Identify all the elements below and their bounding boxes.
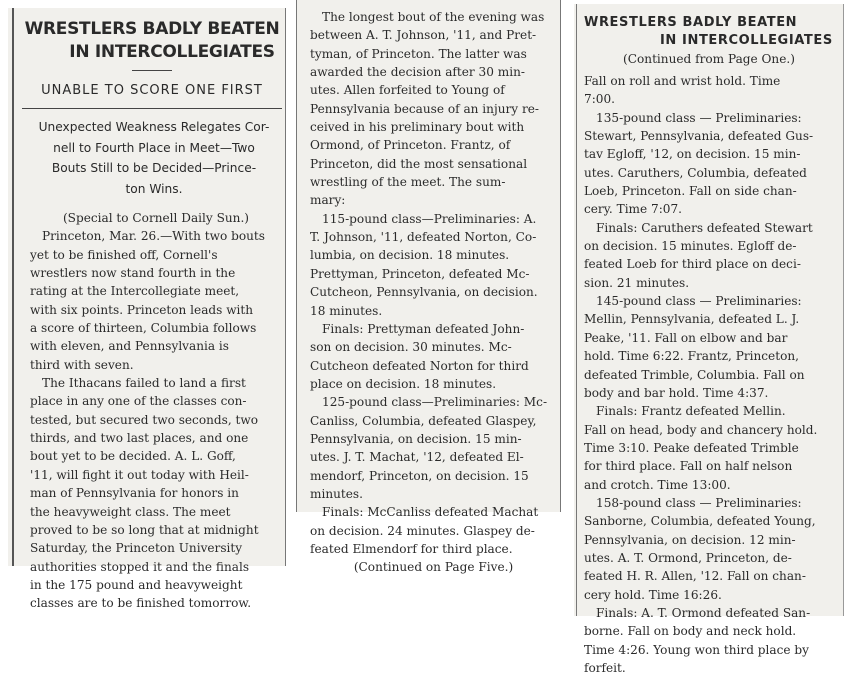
text-line: utes. A. T. Ormond, Princeton, de- <box>584 550 792 565</box>
text-line: third with seven. <box>30 357 134 372</box>
text-line: body and bar hold. Time 4:37. <box>584 385 769 400</box>
text-line: Prettyman, Princeton, defeated Mc- <box>310 266 530 281</box>
headline-line-2: IN INTERCOLLEGIATES <box>660 33 833 48</box>
text-line: authorities stopped it and the finals <box>30 559 250 574</box>
text-line: 145-pound class — Preliminaries: <box>596 294 802 309</box>
text-line: Peake, '11. Fall on elbow and bar <box>584 330 788 345</box>
continuation-headline <box>584 14 840 50</box>
text-line: Finals: A. T. Ormond defeated San- <box>596 605 811 620</box>
text-line: Fall on roll and wrist hold. Time <box>584 74 781 88</box>
article-body <box>30 209 282 613</box>
text-line: cery. Time 7:07. <box>584 202 683 217</box>
text-line: Stewart, Pennsylvania, defeated Gus- <box>584 129 814 144</box>
text-line: son on decision. 30 minutes. Mc- <box>310 340 512 355</box>
text-line: with eleven, and Pennsylvania is <box>30 339 230 354</box>
column-rule-left <box>296 0 297 512</box>
headline-line-1: WRESTLERS BADLY BEATEN <box>584 15 798 30</box>
text-line: a score of thirteen, Columbia follows <box>30 321 257 336</box>
text-line: 18 minutes. <box>310 303 383 318</box>
clipping-page-one <box>8 8 286 611</box>
text-line: classes are to be finished tomorrow. <box>30 596 252 611</box>
text-line: feated Elmendorf for third place. <box>310 541 513 556</box>
text-line: 7:00. <box>584 92 616 107</box>
column-rule-left <box>12 8 14 566</box>
clipping-page-one-continued <box>296 0 561 575</box>
text-line: Finals: McCanliss defeated Machat <box>322 505 539 520</box>
text-line: in the 175 pound and heavyweight <box>30 577 243 592</box>
text-line: Time 4:26. Young won third place by <box>584 642 809 657</box>
text-line: Loeb, Princeton. Fall on side chan- <box>584 184 797 199</box>
text-line: Saturday, the Princeton University <box>30 541 243 556</box>
text-line: '11, will fight it out today with Heil- <box>30 467 249 482</box>
headline-rule <box>132 70 172 71</box>
text-line: forfeit. <box>584 661 626 675</box>
text-line: Canliss, Columbia, defeated Glaspey, <box>310 413 537 428</box>
section-rule <box>22 108 282 109</box>
text-line: wrestling of the meet. The sum- <box>310 175 506 190</box>
text-line: between A. T. Johnson, '11, and Pret- <box>310 28 537 43</box>
headline-line-1: WRESTLERS BADLY BEATEN <box>24 19 280 39</box>
text-line: Fall on head, body and chancery hold. <box>584 422 818 437</box>
text-line: cery hold. Time 16:26. <box>584 587 722 602</box>
text-line: minutes. <box>310 486 363 501</box>
text-line: borne. Fall on body and neck hold. <box>584 624 797 639</box>
column-rule-left <box>576 4 577 616</box>
text-line: on decision. 15 minutes. Egloff de- <box>584 239 797 254</box>
deck-line: ton Wins. <box>125 181 183 196</box>
text-line: Princeton, Mar. 26.—With two bouts <box>42 229 265 244</box>
text-line: Cutcheon defeated Norton for third <box>310 358 529 373</box>
text-line: feated H. R. Allen, '12. Fall on chan- <box>584 569 806 584</box>
text-line: utes. Caruthers, Columbia, defeated <box>584 165 807 180</box>
text-line: tested, but secured two seconds, two <box>30 412 259 427</box>
deck-line: nell to Fourth Place in Meet—Two <box>53 140 255 155</box>
text-line: for third place. Fall on half nelson <box>584 459 793 474</box>
text-line: awarded the decision after 30 min- <box>310 65 525 80</box>
deck <box>28 117 280 199</box>
text-line: and crotch. Time 13:00. <box>584 477 731 492</box>
text-line: lumbia, on decision. 18 minutes. <box>310 248 510 263</box>
text-line: The longest bout of the evening was <box>322 10 545 24</box>
deck-line: Bouts Still to be Decided—Prince- <box>51 161 257 175</box>
text-line: rating at the Intercollegiate meet, <box>30 284 240 299</box>
text-line: with six points. Princeton leads with <box>30 302 254 317</box>
text-line: tav Egloff, '12, on decision. 15 min- <box>584 147 801 162</box>
text-line: on decision. 24 minutes. Glaspey de- <box>310 523 535 538</box>
text-line: wrestlers now stand fourth in the <box>30 266 236 281</box>
text-line: Pennsylvania, on decision. 15 min- <box>310 431 522 446</box>
text-line: yet to be finished off, Cornell's <box>30 247 218 262</box>
column-rule-right <box>843 4 844 616</box>
continued-note: (Continued on Page Five.) <box>353 560 514 575</box>
credit-line: (Special to Cornell Daily Sun.) <box>62 211 250 225</box>
text-line: the heavyweight class. The meet <box>30 504 231 519</box>
article-body <box>310 8 557 577</box>
text-line: tyman, of Princeton. The latter was <box>310 46 527 61</box>
subheadline: UNABLE TO SCORE ONE FIRST <box>41 83 263 98</box>
text-line: T. Johnson, '11, defeated Norton, Co- <box>310 230 537 245</box>
text-line: 158-pound class — Preliminaries: <box>596 495 802 510</box>
continued-from-note: (Continued from Page One.) <box>623 52 795 66</box>
text-line: Pennsylvania, on decision. 12 min- <box>584 532 796 547</box>
text-line: place on decision. 18 minutes. <box>310 376 497 391</box>
clipping-page-five <box>574 4 844 675</box>
text-line: The Ithacans failed to land a first <box>42 376 246 391</box>
deck-line: Unexpected Weakness Relegates Cor- <box>38 120 270 134</box>
text-line: sion. 21 minutes. <box>584 275 690 290</box>
text-line: man of Pennsylvania for honors in <box>30 486 239 501</box>
text-line: utes. Allen forfeited to Young of <box>310 83 505 98</box>
text-line: Finals: Frantz defeated Mellin. <box>596 404 786 419</box>
text-line: Finals: Prettyman defeated John- <box>322 321 525 336</box>
text-line: thirds, and two last places, and one <box>30 431 249 446</box>
text-line: 115-pound class—Preliminaries: A. <box>322 211 537 226</box>
article-body <box>584 72 840 677</box>
headline <box>22 18 282 64</box>
text-line: proved to be so long that at midnight <box>30 522 259 537</box>
text-line: mendorf, Princeton, on decision. 15 <box>310 468 529 483</box>
text-line: ceived in his preliminary bout with <box>310 120 525 135</box>
text-line: Time 3:10. Peake defeated Trimble <box>584 440 799 455</box>
text-line: Sanborne, Columbia, defeated Young, <box>584 514 816 529</box>
text-line: defeated Trimble, Columbia. Fall on <box>584 367 805 382</box>
column-rule-right <box>560 0 561 512</box>
text-line: Princeton, did the most sensational <box>310 156 528 171</box>
text-line: place in any one of the classes con- <box>30 394 247 409</box>
text-line: Ormond, of Princeton. Frantz, of <box>310 138 511 153</box>
text-line: Cutcheon, Pennsylvania, on decision. <box>310 285 538 300</box>
text-line: hold. Time 6:22. Frantz, Princeton, <box>584 349 799 364</box>
text-line: 125-pound class—Preliminaries: Mc- <box>322 395 548 410</box>
text-line: Finals: Caruthers defeated Stewart <box>596 220 813 235</box>
text-line: bout yet to be decided. A. L. Goff, <box>30 449 236 464</box>
text-line: mary: <box>310 193 346 208</box>
text-line: feated Loeb for third place on deci- <box>584 257 801 272</box>
text-line: 135-pound class — Preliminaries: <box>596 110 802 125</box>
text-line: Pennsylvania because of an injury re- <box>310 101 539 116</box>
headline-line-2: IN INTERCOLLEGIATES <box>69 42 275 62</box>
text-line: utes. J. T. Machat, '12, defeated El- <box>310 450 524 465</box>
column-rule-right <box>285 8 286 566</box>
text-line: Mellin, Pennsylvania, defeated L. J. <box>584 312 800 327</box>
